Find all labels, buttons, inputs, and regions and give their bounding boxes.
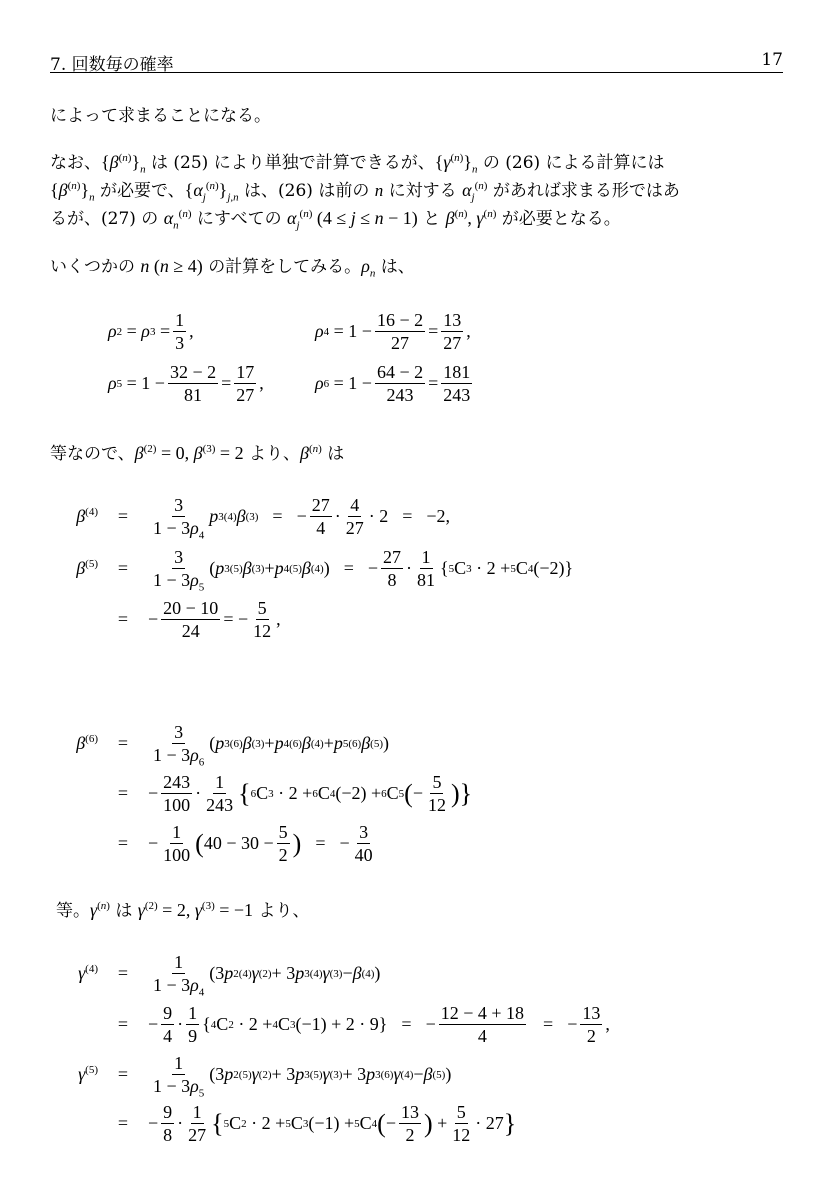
beta6-equation: $\beta^{(6)}$ = $\frac{3}{1 - 3\rho_6}$ ( p 3 (6) β (3) + p 4 (6) β (4) + p 5 (6) β (5) ) [76, 722, 389, 769]
rho5-equation: ρ 5 = 1 − $\frac{32 - 2}{81}$ = $\frac{17}{27}$ , [108, 362, 264, 405]
beta6-step2: = − $\frac{243}{100}$ · $\frac{1}{243}$ { 6 C 3 · 2 + 6 C 4 (−2) + 6 C 5 ( − $\frac{5}{12}$ )} [117, 772, 473, 815]
gamma5-step2: = − $\frac{9}{8}$ · $\frac{1}{27}$ { 5 C 2 · 2 + 5 C 3 (−1) + 5 C 4 ( − $\frac{13}{2}$ ) + $\frac{5}{12}$ · 27 } [117, 1102, 517, 1145]
paragraph-5: 等。$\gamma^{(n)}$ は $\gamma^{(2)} = 2$, $\gamma^{(3)} = -1$ より、 [56, 900, 310, 921]
chapter-title: 7. 回数毎の確率 [50, 55, 174, 75]
beta5-equation: $\beta^{(5)}$ = $\frac{3}{1 - 3\rho_5}$ ( p 3 (5) β (3) + p 4 (5) β (4) ) = − $\frac{27}{8}$ · $\frac{1}{81}$ { 5 C 3 · 2 + 5 C 4 (−2)} [76, 547, 574, 594]
beta5-result: = − $\frac{20 - 10}{24}$ = − $\frac{5}{12}$ , [117, 598, 281, 641]
paragraph-2: なお、$\{\beta^{(n)}\}_n$ は (25) により単独で計算できるが、$\{\gamma^{(n)}\}_n$ の (26) による計算には $\{\beta^{(n)}\}_n$ が必要で、$\{\alpha_j^{(n)}\}_{j,n}$ は、(26) は前の n に対する $\alpha_j^{(n)}$ があれば求まる形ではあ るが、(27) の $\alpha_n^{(n)}$ にすべての $\alpha_j^{(n)}$ (4 ≤ j ≤ n − 1) と $\beta^{(n)}$, $\gamma^{(n)}$ が必要となる。 [50, 152, 680, 232]
paragraph-3: いくつかの n (n ≥ 4) の計算をしてみる。$\rho_n$ は、 [50, 256, 415, 280]
beta4-equation: $\beta^{(4)}$ = $\frac{3}{1 - 3\rho_4}$ p 3 (4) β (3) = − $\frac{27}{4}$ · $\frac{4}{27}$ · 2 = −2, [76, 495, 451, 542]
rho2-rho3-equation: ρ 2 = ρ 3 = $\frac{1}{3}$ , [108, 310, 194, 353]
paragraph-4: 等なので、$\beta^{(2)} = 0$, $\beta^{(3)} = 2$ より、$\beta^{(n)}$ は [50, 443, 345, 464]
running-header [50, 50, 783, 73]
rho6-equation: ρ 6 = 1 − $\frac{64 - 2}{243}$ = $\frac{181}{243}$ [315, 362, 471, 405]
paragraph-1: によって求まることになる。 [50, 106, 271, 126]
beta6-result: = − $\frac{1}{100}$ ( 40 − 30 − $\frac{5}{2}$ ) = − $\frac{3}{40}$ [117, 822, 373, 865]
page-number: 17 [761, 50, 783, 70]
gamma5-equation: $\gamma^{(5)}$ = $\frac{1}{1 - 3\rho_5}$ (3 p 2 (5) γ (2) + 3 p 3 (5) γ (3) + 3 p 3 (6) γ (4) − β (5) ) [78, 1053, 452, 1100]
gamma4-result: = − $\frac{9}{4}$ · $\frac{1}{9}$ { 4 C 2 · 2 + 4 C 3 (−1) + 2 · 9} = − $\frac{12 - 4 + 18}{4}$ = − $\frac{13}{2}$ , [117, 1003, 610, 1046]
rho4-equation: ρ 4 = 1 − $\frac{16 - 2}{27}$ = $\frac{13}{27}$ , [315, 310, 471, 353]
gamma4-equation: $\gamma^{(4)}$ = $\frac{1}{1 - 3\rho_4}$ (3 p 2 (4) γ (2) + 3 p 3 (4) γ (3) − β (4) ) [78, 952, 381, 999]
